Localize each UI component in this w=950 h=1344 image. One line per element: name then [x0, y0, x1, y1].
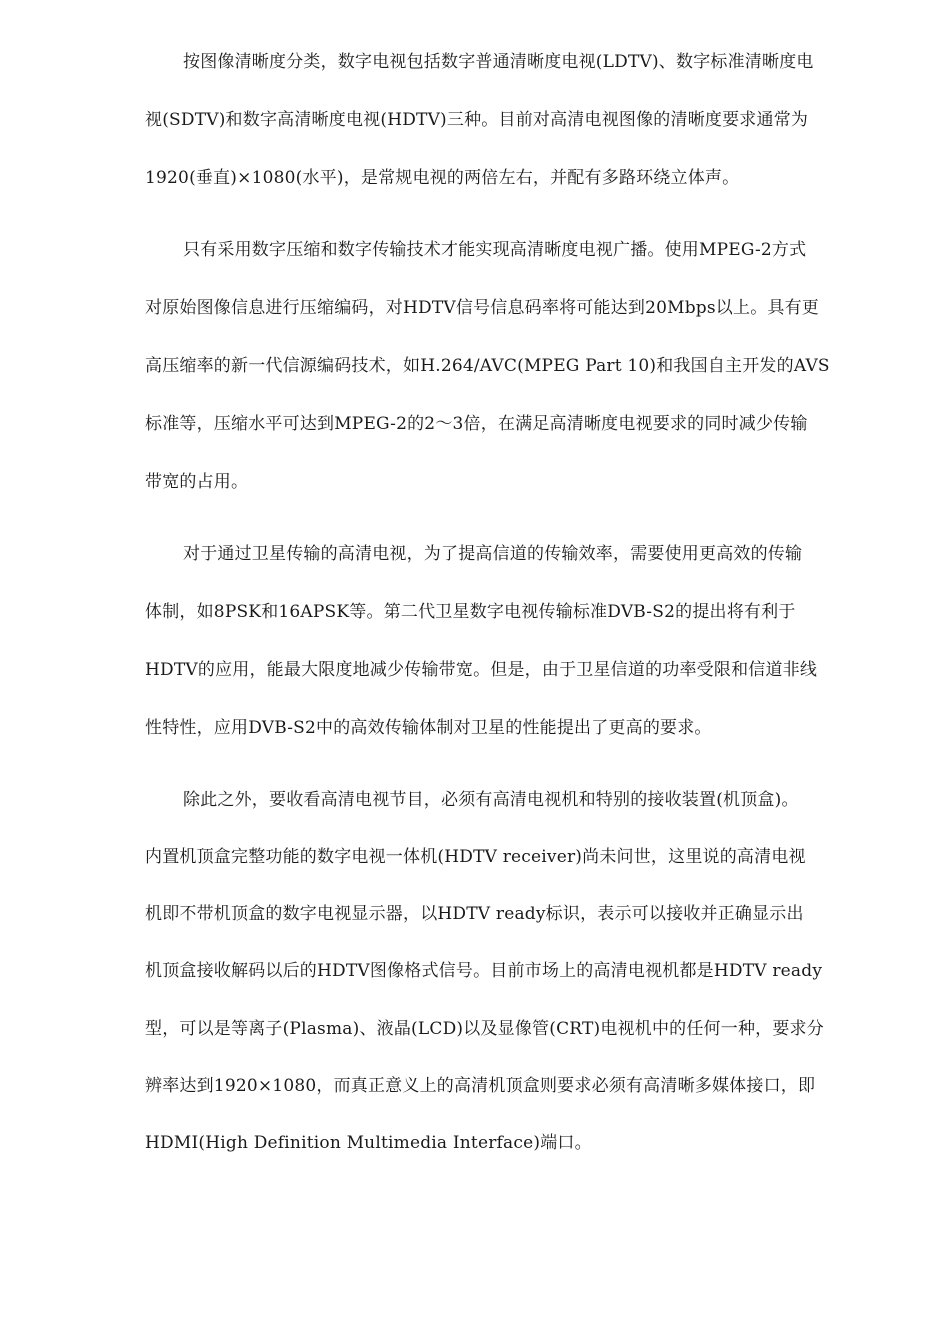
paragraph-line: 标准等，压缩水平可达到MPEG-2的2～3倍，在满足高清晰度电视要求的同时减少传输 [145, 414, 808, 434]
paragraph-line: HDMI(High Definition Multimedia Interface)端口。 [145, 1133, 592, 1153]
paragraph-line: 1920(垂直)×1080(水平)，是常规电视的两倍左右，并配有多路环绕立体声。 [145, 168, 740, 188]
paragraph-line: 除此之外，要收看高清电视节目，必须有高清电视机和特别的接收装置(机顶盒)。 [183, 790, 799, 810]
paragraph-line: 机顶盒接收解码以后的HDTV图像格式信号。目前市场上的高清电视机都是HDTV ready [145, 961, 823, 981]
paragraph-line: 只有采用数字压缩和数字传输技术才能实现高清晰度电视广播。使用MPEG-2方式 [183, 240, 807, 260]
paragraph-line: 对原始图像信息进行压缩编码，对HDTV信号信息码率将可能达到20Mbps以上。具有更 [145, 298, 819, 318]
paragraph-line: 按图像清晰度分类，数字电视包括数字普通清晰度电视(LDTV)、数字标准清晰度电 [183, 52, 814, 72]
paragraph-line: HDTV的应用，能最大限度地减少传输带宽。但是，由于卫星信道的功率受限和信道非线 [145, 660, 818, 680]
paragraph-line: 高压缩率的新一代信源编码技术，如H.264/AVC(MPEG Part 10)和我国自主开发的AVS [145, 356, 830, 376]
paragraph-line: 型，可以是等离子(Plasma)、液晶(LCD)以及显像管(CRT)电视机中的任何一种，要求分 [145, 1019, 824, 1039]
paragraph-line: 辨率达到1920×1080，而真正意义上的高清机顶盒则要求必须有高清晰多媒体接口，即 [145, 1076, 816, 1096]
paragraph-line: 视(SDTV)和数字高清晰度电视(HDTV)三种。目前对高清电视图像的清晰度要求通常为 [145, 110, 809, 130]
paragraph-line: 体制，如8PSK和16APSK等。第二代卫星数字电视传输标准DVB-S2的提出将有利于 [145, 602, 796, 622]
paragraph-line: 性特性，应用DVB-S2中的高效传输体制对卫星的性能提出了更高的要求。 [145, 718, 712, 738]
paragraph-line: 机即不带机顶盒的数字电视显示器，以HDTV ready标识，表示可以接收并正确显示出 [145, 904, 804, 924]
paragraph-line: 内置机顶盒完整功能的数字电视一体机(HDTV receiver)尚未问世，这里说的高清电视 [145, 847, 806, 867]
paragraph-line: 对于通过卫星传输的高清电视，为了提高信道的传输效率，需要使用更高效的传输 [183, 544, 803, 564]
paragraph-line: 带宽的占用。 [145, 472, 249, 492]
